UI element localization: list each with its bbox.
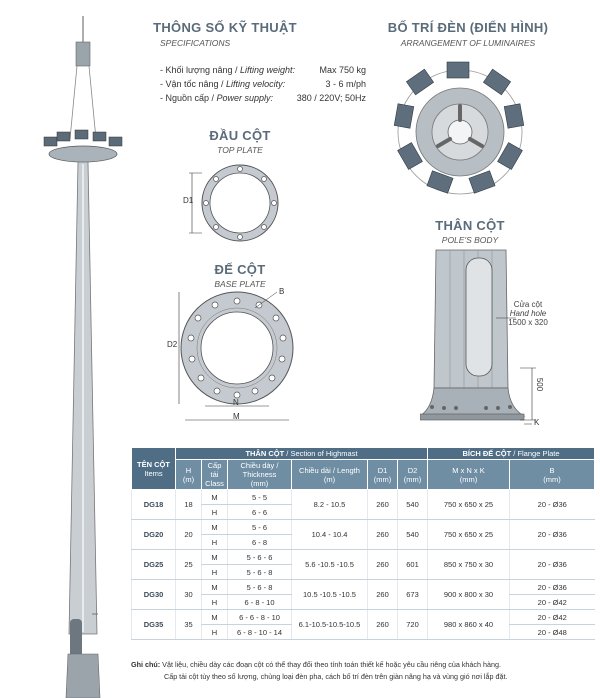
table-row	[132, 490, 595, 505]
col-d2-header: D2 (mm)	[398, 460, 428, 490]
specs-subtitle: SPECIFICATIONS	[160, 38, 231, 48]
thickness-cell: 6 - 8	[228, 535, 292, 550]
spec-row-lifting-velocity: - Vận tốc nâng / Lifting velocity: 3 - 6 m/ph	[160, 79, 366, 89]
col-h-header: H (m)	[176, 460, 202, 490]
d2-cell: 720	[398, 610, 428, 640]
b-cell: 20 - Ø36	[510, 520, 595, 550]
b-cell: 20 - Ø36	[510, 490, 595, 520]
col-mnk-header: M x N x K (mm)	[428, 460, 510, 490]
spec-row-lifting-weight: - Khối lượng nâng / Lifting weight: Max 750 kg	[160, 65, 366, 75]
thickness-cell: 6 - 6 - 8 - 10	[228, 610, 292, 625]
length-cell: 10.4 - 10.4	[292, 520, 368, 550]
b-cell: 20 - Ø36	[510, 580, 595, 595]
item-cell: DG25	[132, 550, 176, 580]
top-plate-subtitle: TOP PLATE	[217, 145, 263, 155]
luminaire-arrangement-diagram	[385, 60, 535, 210]
col-items-header: TÊN CỘT Items	[132, 448, 176, 490]
mnk-cell: 850 x 750 x 30	[428, 550, 510, 580]
h-cell: 18	[176, 490, 202, 520]
table-row	[132, 610, 595, 625]
specifications-table	[131, 447, 595, 640]
note-line-1: Ghi chú: Vật liệu, chiều dày các đoạn cột có thể thay đổi theo tính toán thiết kế hoặc yêu cầu riêng của khách hàng.	[131, 660, 501, 669]
d1-cell: 260	[368, 580, 398, 610]
hand-hole-callout: Cửa cột Hand hole 1500 x 320	[508, 300, 548, 327]
col-length-header: Chiều dài / Length (m)	[292, 460, 368, 490]
table-row	[132, 520, 595, 535]
top-plate-title: ĐẦU CỘT	[209, 128, 271, 143]
body-dim-height: 500	[535, 377, 545, 392]
d1-cell: 260	[368, 520, 398, 550]
item-cell: DG20	[132, 520, 176, 550]
thickness-cell: 6 - 6	[228, 505, 292, 520]
h-cell: 20	[176, 520, 202, 550]
arrangement-subtitle: ARRANGEMENT OF LUMINAIRES	[400, 38, 536, 48]
d2-cell: 540	[398, 490, 428, 520]
body-title: THÂN CỘT	[435, 218, 505, 233]
item-cell: DG35	[132, 610, 176, 640]
length-cell: 5.6 -10.5 -10.5	[292, 550, 368, 580]
d1-cell: 260	[368, 490, 398, 520]
d2-cell: 601	[398, 550, 428, 580]
h-cell: 25	[176, 550, 202, 580]
class-cell: M	[202, 490, 228, 505]
mnk-cell: 750 x 650 x 25	[428, 520, 510, 550]
h-cell: 30	[176, 580, 202, 610]
base-plate-dim-d2: D2	[167, 340, 178, 349]
class-cell: M	[202, 520, 228, 535]
class-cell: M	[202, 550, 228, 565]
arrangement-title: BỐ TRÍ ĐÈN (ĐIỂN HÌNH)	[387, 20, 549, 35]
b-cell: 20 - Ø48	[510, 625, 595, 640]
class-cell: H	[202, 505, 228, 520]
col-d1-header: D1 (mm)	[368, 460, 398, 490]
base-plate-title: ĐẾ CỘT	[214, 262, 266, 277]
mnk-cell: 750 x 650 x 25	[428, 490, 510, 520]
table-row	[132, 580, 595, 595]
thickness-cell: 5 - 5	[228, 490, 292, 505]
body-dim-k: K	[534, 418, 540, 427]
class-cell: H	[202, 565, 228, 580]
base-plate-dim-m: M	[233, 412, 240, 421]
base-plate-dim-n: N	[233, 398, 239, 407]
thickness-cell: 6 - 8 - 10 - 14	[228, 625, 292, 640]
d1-cell: 260	[368, 550, 398, 580]
length-cell: 10.5 -10.5 -10.5	[292, 580, 368, 610]
flange-header: BÍCH ĐẾ CỘT / Flange Plate	[428, 448, 595, 460]
class-cell: H	[202, 625, 228, 640]
class-cell: M	[202, 610, 228, 625]
thickness-cell: 6 - 8 - 10	[228, 595, 292, 610]
thickness-cell: 5 - 6 - 8	[228, 580, 292, 595]
col-thickness-header: Chiều dày / Thickness (mm)	[228, 460, 292, 490]
class-cell: M	[202, 580, 228, 595]
class-cell: H	[202, 535, 228, 550]
section-header: THÂN CỘT / Section of Highmast	[176, 448, 428, 460]
col-b-header: B (mm)	[510, 460, 595, 490]
body-subtitle: POLE'S BODY	[441, 235, 499, 245]
thickness-cell: 5 - 6 - 8	[228, 565, 292, 580]
table-row	[132, 550, 595, 565]
spec-row-power-supply: - Nguồn cấp / Power supply: 380 / 220V; 50Hz	[160, 93, 366, 103]
specs-title: THÔNG SỐ KỸ THUẬT	[153, 20, 297, 35]
thickness-cell: 5 - 6	[228, 520, 292, 535]
d2-cell: 540	[398, 520, 428, 550]
b-cell: 20 - Ø36	[510, 550, 595, 580]
highmast-pole-illustration	[40, 14, 130, 698]
pole-body-diagram	[420, 248, 550, 438]
top-plate-dim-d1: D1	[183, 196, 194, 205]
base-plate-dim-b: B	[279, 287, 285, 296]
base-plate-diagram	[165, 288, 305, 428]
h-cell: 35	[176, 610, 202, 640]
mnk-cell: 980 x 860 x 40	[428, 610, 510, 640]
note-line-2: Cấp tải cột tùy theo số lượng, chủng loại đèn pha, cách bố trí đèn trên giàn nâng hạ và vùng gió nơi lắp đặt.	[164, 672, 508, 681]
b-cell: 20 - Ø42	[510, 610, 595, 625]
class-cell: H	[202, 595, 228, 610]
d2-cell: 673	[398, 580, 428, 610]
b-cell: 20 - Ø42	[510, 595, 595, 610]
base-plate-subtitle: BASE PLATE	[214, 279, 266, 289]
d1-cell: 260	[368, 610, 398, 640]
length-cell: 8.2 - 10.5	[292, 490, 368, 520]
item-cell: DG30	[132, 580, 176, 610]
thickness-cell: 5 - 6 - 6	[228, 550, 292, 565]
length-cell: 6.1-10.5-10.5-10.5	[292, 610, 368, 640]
item-cell: DG18	[132, 490, 176, 520]
col-class-header: Cấp tải Class	[202, 460, 228, 490]
top-plate-diagram	[180, 158, 290, 248]
mnk-cell: 900 x 800 x 30	[428, 580, 510, 610]
